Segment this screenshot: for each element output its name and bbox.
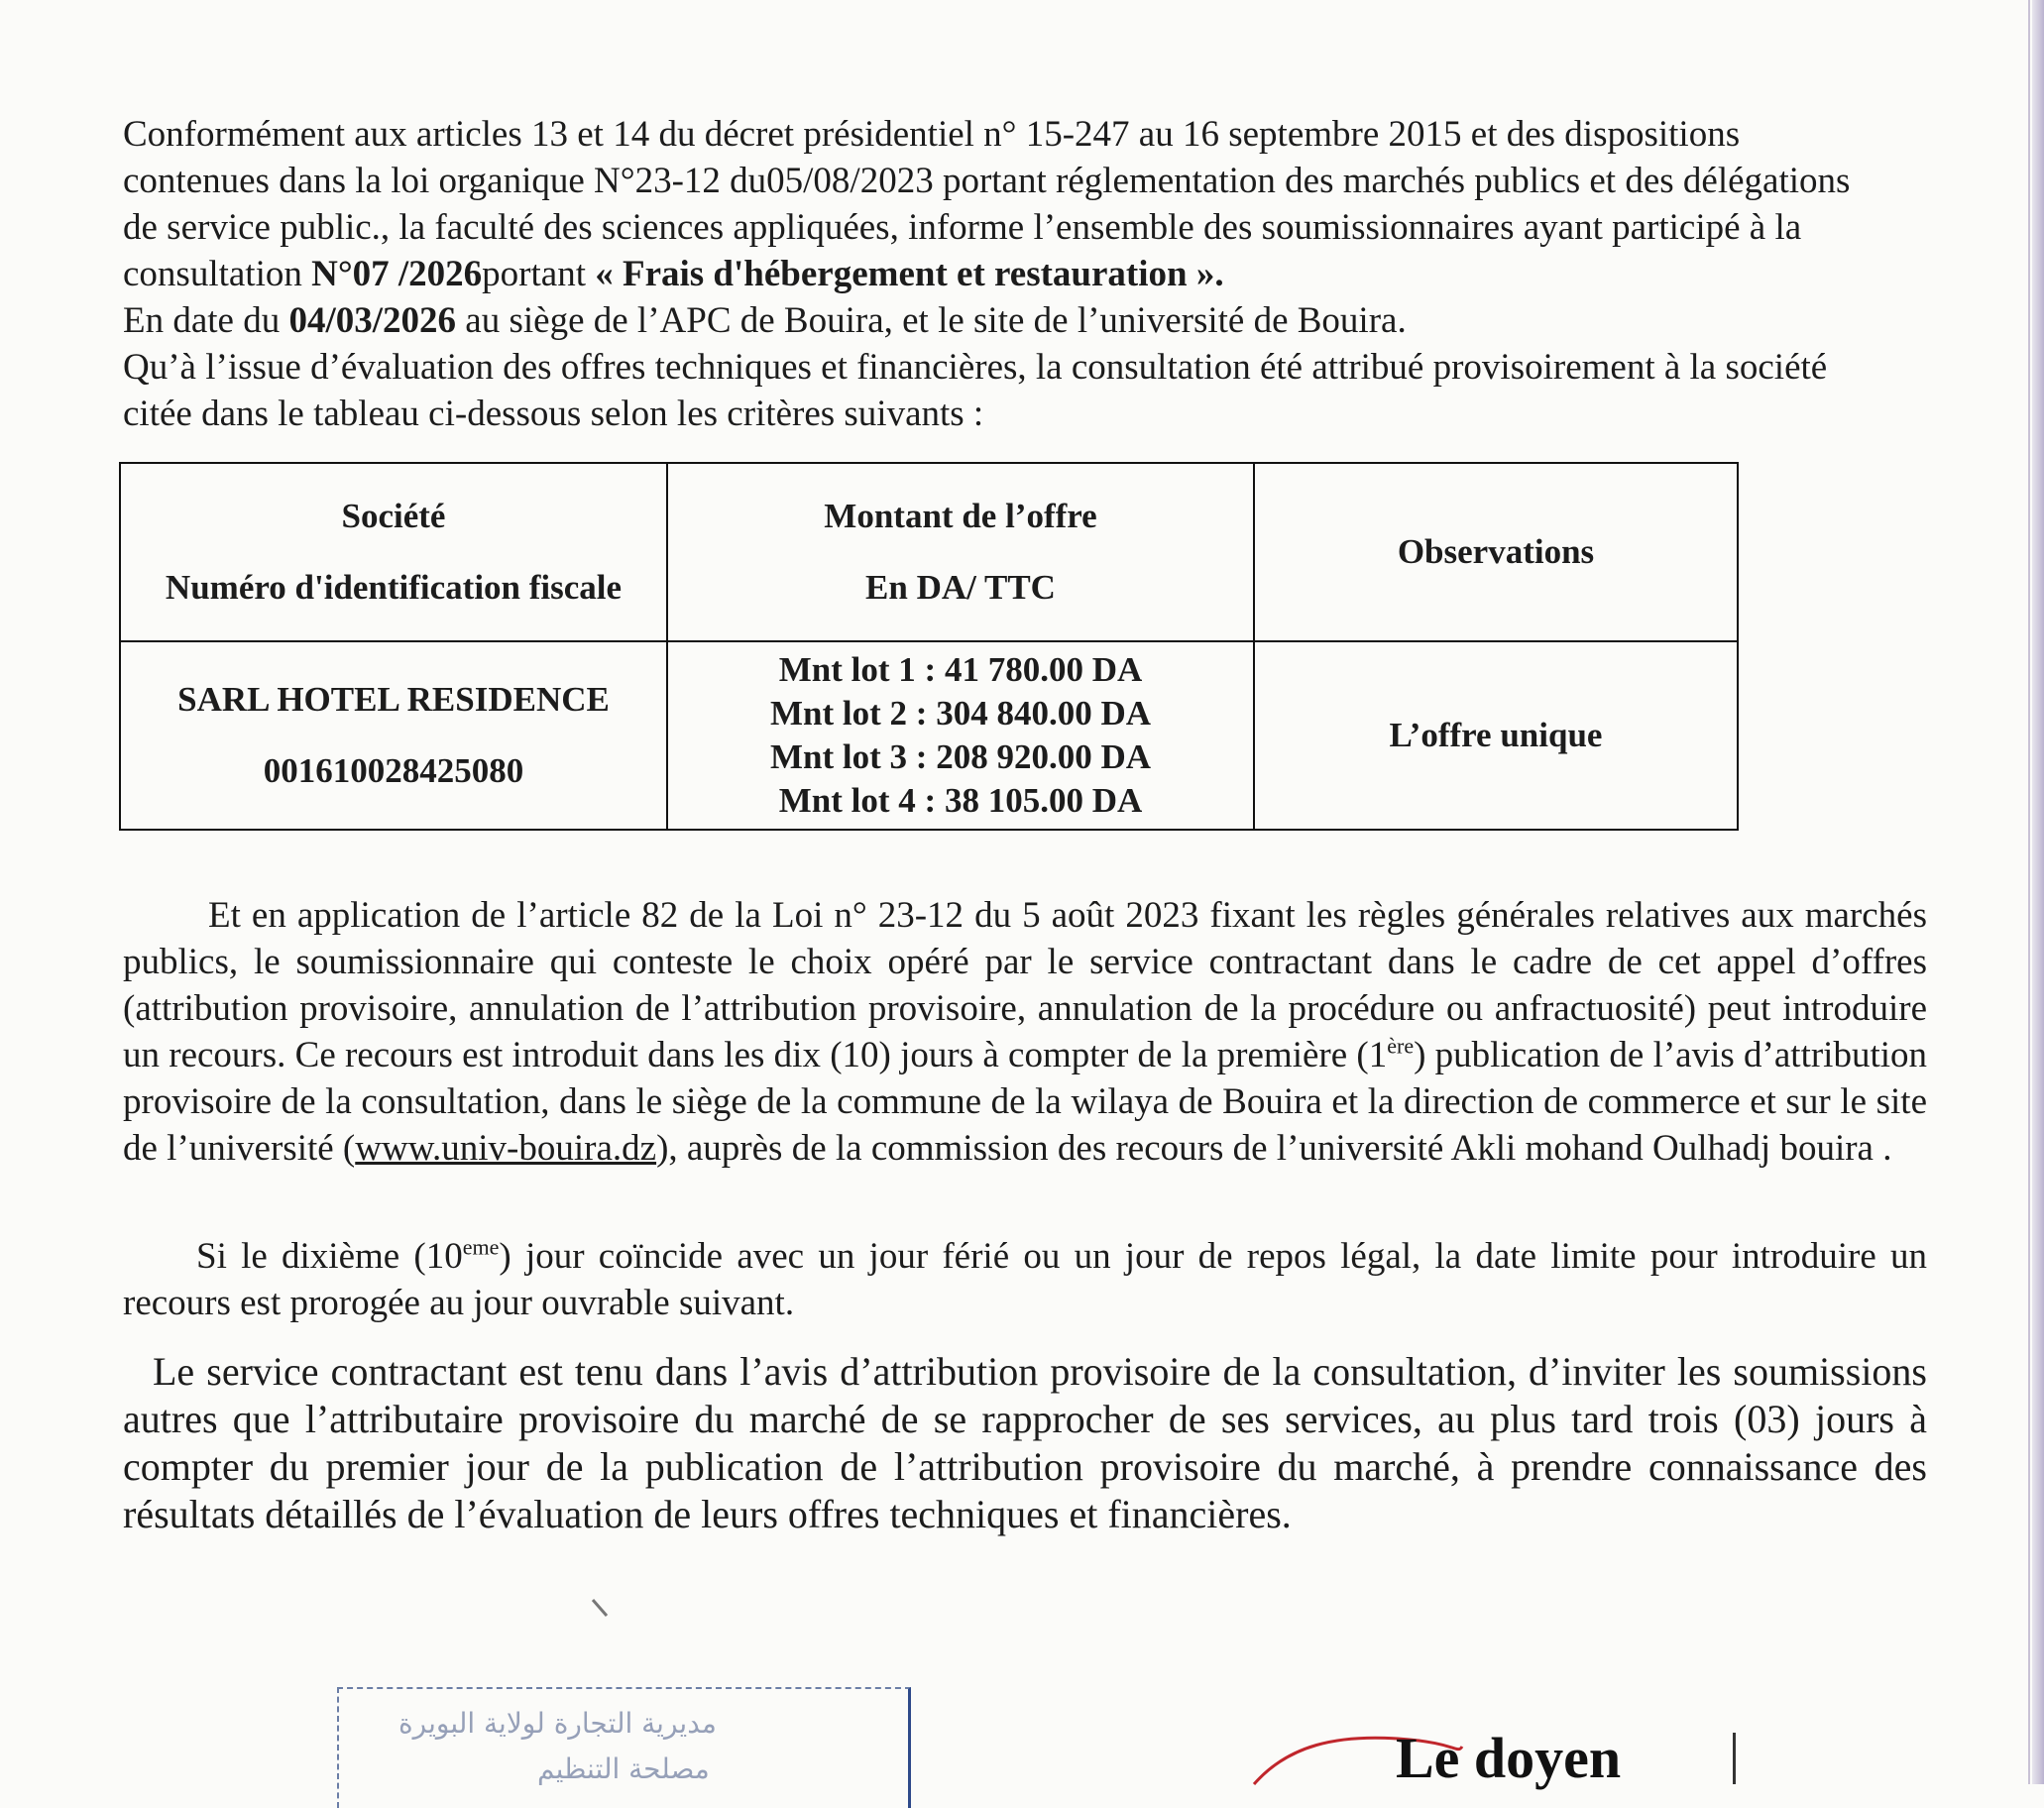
- cell-company: [120, 641, 667, 830]
- intro-line-5: [123, 297, 1927, 344]
- recourse-text-1: Et en application de l’article 82 de la Loi n° 23-12 du 5 août 2023 fixant les règles générales relatives aux marchés publics, le soumissionnaire qui conteste le choix opéré par le service contractant dans le cadre de cet appel d’offres (attribution provisoire, annulation de l’attribution provisoire, annulation de la procédure ou anfractuosité) peut introduire un recours. Ce recours est introduit dans les dix (10) jours à compter de la première (1: [123, 895, 1927, 1075]
- page-edge: [2032, 0, 2044, 1784]
- company-tax-id: 001610028425080: [263, 751, 524, 790]
- intro-line-6: Qu’à l’issue d’évaluation des offres techniques et financières, la consultation été attribué provisoirement à la société: [123, 347, 1828, 388]
- header-tax-id-label: Numéro d'identification fiscale: [165, 568, 623, 607]
- lot-amount: Mnt lot 2 : 304 840.00 DA: [770, 694, 1151, 733]
- university-website-link[interactable]: www.univ-bouira.dz: [355, 1128, 657, 1169]
- header-amount-label: Montant de l’offre: [824, 497, 1097, 535]
- intro-line-1: Conformément aux articles 13 et 14 du décret présidentiel n° 15-247 au 16 septembre 2015 et des dispositions: [123, 114, 1741, 155]
- company-name: SARL HOTEL RESIDENCE: [177, 680, 610, 719]
- consultation-subject: « Frais d'hébergement et restauration ».: [595, 254, 1224, 294]
- header-observations: [1254, 463, 1738, 641]
- intro-line-2: contenues dans la loi organique N°23-12 du05/08/2023 portant réglementation des marchés publics et des délégations: [123, 161, 1851, 201]
- header-company-label: Société: [341, 497, 446, 535]
- recourse-superscript: ère: [1387, 1033, 1415, 1059]
- lot-amount: Mnt lot 1 : 41 780.00 DA: [778, 650, 1143, 689]
- header-amount: [667, 463, 1254, 641]
- stamp-text-line-1: مديرية التجارة لولاية البويرة: [398, 1707, 717, 1740]
- intro-paragraph: [123, 111, 1927, 437]
- header-currency-label: En DA/ TTC: [865, 568, 1056, 607]
- page-edge-line: [2028, 0, 2030, 1784]
- date-prefix: En date du: [123, 300, 289, 341]
- deadline-superscript: eme: [462, 1234, 500, 1260]
- cell-amounts: [667, 641, 1254, 830]
- recourse-text-2: ) publication de l’avis d’attribution provisoire de la consultation, dans le siège de la commune de la wilaya de Bouira et la direction de commerce et sur le site de l’université (: [123, 1035, 1928, 1169]
- observation-value: L’offre unique: [1389, 716, 1603, 754]
- header-company: [120, 463, 667, 641]
- cell-observation: [1254, 641, 1738, 830]
- signatory-title: Le doyen: [1396, 1726, 1622, 1790]
- deadline-paragraph: [123, 1233, 1927, 1326]
- table-header-row: [120, 463, 1738, 641]
- margin-tick: [1733, 1733, 1736, 1784]
- intro-line-4: [123, 251, 1927, 297]
- consultation-mid: portant: [482, 254, 596, 294]
- consultation-date: 04/03/2026: [288, 300, 457, 341]
- date-suffix: au siège de l’APC de Bouira, et le site de l’université de Bouira.: [456, 300, 1407, 341]
- stamp-text-line-2: مصلحة التنظيم: [537, 1752, 710, 1785]
- service-paragraph: Le service contractant est tenu dans l’avis d’attribution provisoire de la consultation, d’inviter les soumissions autres que l’attributaire provisoire du marché de se rapprocher de ses services, au plus tard trois (03) jours à compter du premier jour de la publication de l’attribution provisoire du marché, à prendre connaissance des résultats détaillés de l’évaluation de leurs offres techniques et financières.: [123, 1349, 1927, 1536]
- lot-amount: Mnt lot 3 : 208 920.00 DA: [770, 737, 1151, 776]
- recourse-paragraph: [123, 892, 1927, 1172]
- header-observations-label: Observations: [1397, 532, 1595, 571]
- recourse-text-3: ), auprès de la commission des recours de l’université Akli mohand Oulhadj bouira .: [656, 1128, 1892, 1169]
- consultation-prefix: consultation: [123, 254, 312, 294]
- deadline-text-2: ) jour coïncide avec un jour férié ou un jour de repos légal, la date limite pour introduire un recours est prorogée au jour ouvrable suivant.: [123, 1236, 1928, 1323]
- stray-mark: [591, 1598, 615, 1627]
- consultation-number: N°07 /2026: [311, 254, 483, 294]
- official-stamp: [337, 1687, 911, 1808]
- intro-line-7: citée dans le tableau ci-dessous selon les critères suivants :: [123, 394, 984, 434]
- results-table: [119, 462, 1739, 831]
- intro-line-3: de service public., la faculté des sciences appliquées, informe l’ensemble des soumissionnaires ayant participé à la: [123, 207, 1802, 248]
- deadline-text-1: Si le dixième (10: [196, 1236, 463, 1277]
- lot-amount: Mnt lot 4 : 38 105.00 DA: [778, 781, 1143, 820]
- table-row: [120, 641, 1738, 830]
